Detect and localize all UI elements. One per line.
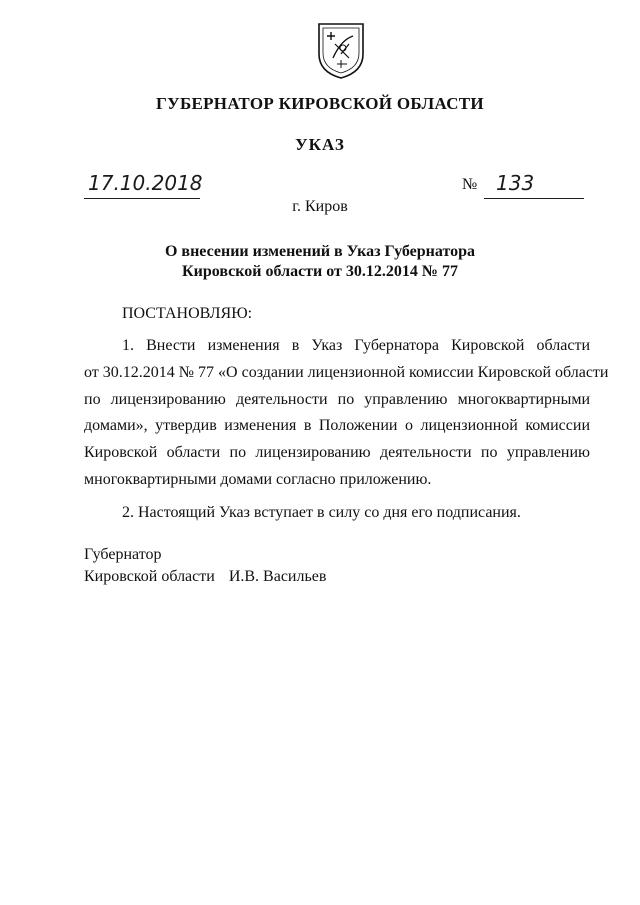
paragraph-line: многоквартирными домами согласно приложению. bbox=[84, 470, 432, 488]
number-field bbox=[484, 171, 584, 199]
city: г. Киров bbox=[292, 198, 348, 215]
decree-word: ПОСТАНОВЛЯЮ: bbox=[122, 305, 253, 322]
paragraph-line: домами», утвердив изменения в Положении о лицензионной комиссии bbox=[84, 417, 590, 435]
paragraph-line: от 30.12.2014 № 77 «О создании лицензионной комиссии Кировской области bbox=[84, 363, 609, 381]
date-field bbox=[84, 171, 203, 199]
handwritten-number: 133 bbox=[496, 171, 535, 195]
paragraph-2: 2. Настоящий Указ вступает в силу со дня его подписания. bbox=[122, 503, 521, 521]
paragraph-line: Кировской области по лицензированию деятельности по управлению bbox=[84, 444, 590, 462]
signature-block bbox=[84, 544, 326, 588]
subject-line: О внесении изменений в Указ Губернатора bbox=[164, 243, 476, 260]
paragraph-line: 1. Внести изменения в Указ Губернатора Кировской области bbox=[122, 337, 590, 354]
handwritten-date: 17.10.2018 bbox=[88, 171, 203, 195]
authority-title: ГУБЕРНАТОР КИРОВСКОЙ ОБЛАСТИ bbox=[156, 94, 484, 113]
coat-of-arms-icon bbox=[313, 18, 369, 80]
paragraph-line: по лицензированию деятельности по управлению многоквартирными bbox=[84, 390, 590, 408]
signatory-position: Губернатор bbox=[84, 546, 162, 563]
document-subject bbox=[0, 242, 640, 282]
number-label: № bbox=[462, 176, 478, 193]
document-type: УКАЗ bbox=[295, 135, 345, 154]
signatory-name: И.В. Васильев bbox=[228, 568, 327, 585]
document-body bbox=[84, 305, 609, 527]
signatory-region: Кировской области bbox=[84, 568, 215, 585]
subject-line: Кировской области от 30.12.2014 № 77 bbox=[182, 263, 458, 280]
